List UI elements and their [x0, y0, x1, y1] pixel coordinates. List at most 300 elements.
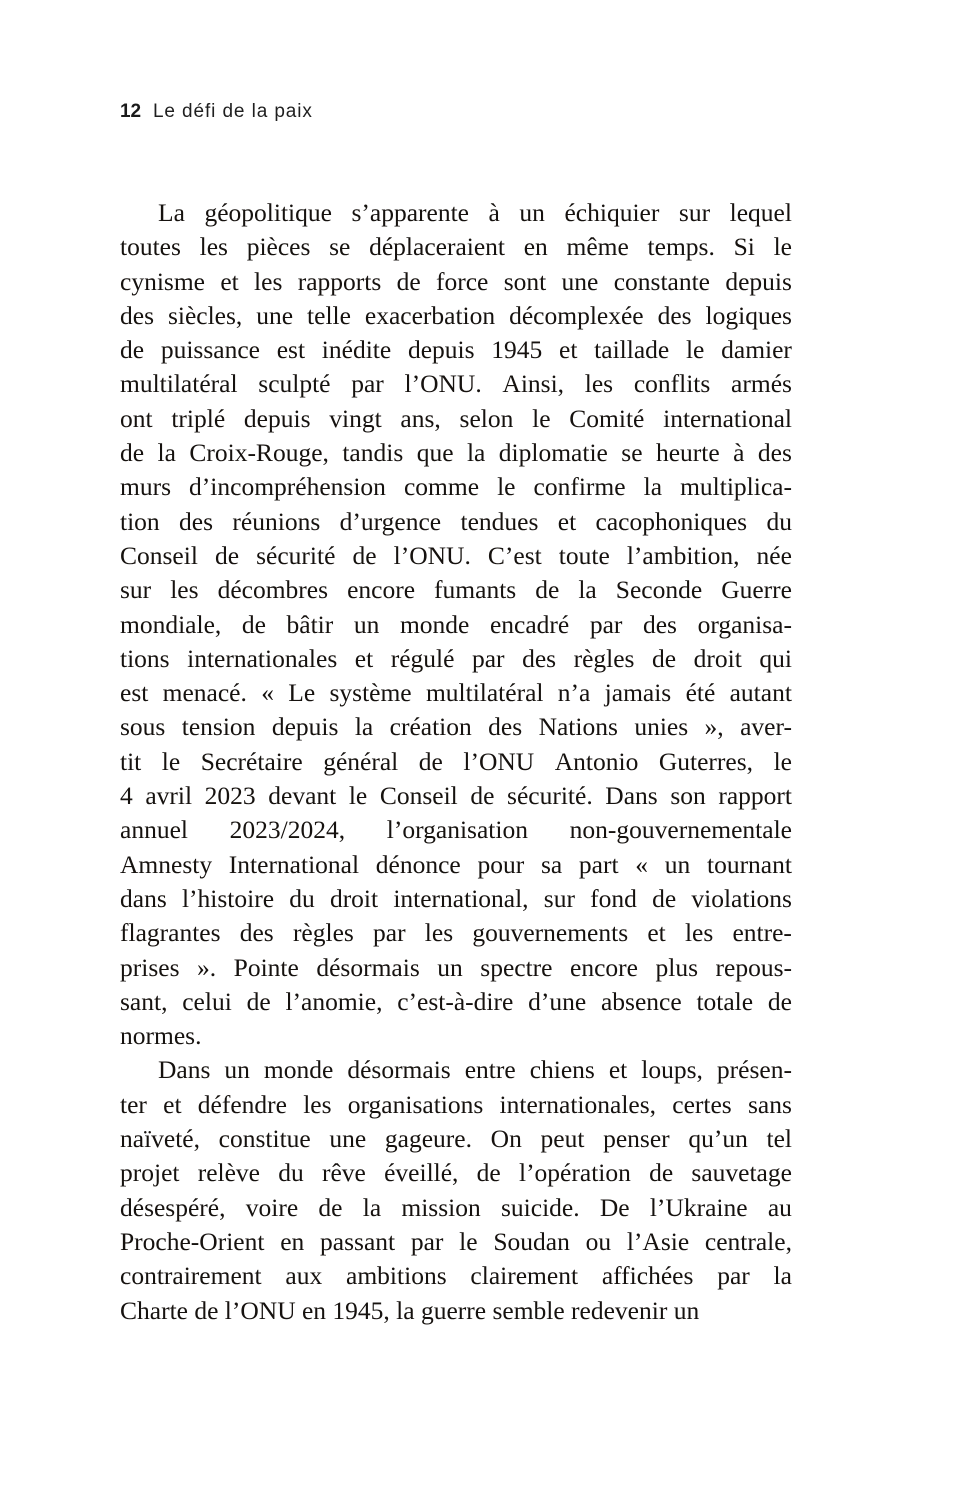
word: de	[418, 746, 443, 776]
word: centrale,	[704, 1226, 792, 1256]
word: désormais	[347, 1055, 451, 1085]
word: bâtir	[286, 609, 334, 639]
word: d’urgence	[339, 506, 442, 536]
text-line	[120, 813, 792, 847]
word: échiquier	[564, 198, 660, 227]
word: se	[621, 438, 643, 468]
text-line	[120, 608, 792, 642]
paragraph-1	[120, 196, 792, 1053]
word: part	[578, 849, 619, 879]
word: organisations	[347, 1089, 484, 1119]
word: et	[354, 643, 374, 673]
word: une	[256, 300, 294, 330]
word: des	[120, 300, 154, 330]
word: multilatéral	[120, 369, 238, 399]
word: conflits	[633, 369, 711, 399]
word: ».	[197, 952, 217, 982]
word: loups,	[641, 1055, 703, 1085]
word: des	[657, 300, 692, 330]
text-line	[120, 1122, 792, 1156]
word: l’histoire	[181, 883, 275, 913]
word: par	[351, 369, 384, 399]
word: «	[261, 678, 274, 708]
word: de	[652, 643, 677, 673]
word: Conseil	[379, 781, 458, 811]
text-line	[120, 1259, 792, 1293]
word: jamais	[604, 678, 672, 708]
word: création	[389, 712, 472, 742]
word: mondiale,	[120, 609, 222, 639]
word: Comité	[569, 403, 645, 433]
word: sur	[543, 883, 575, 913]
word: de	[470, 781, 495, 811]
word: en	[280, 1226, 305, 1256]
word: naïveté,	[120, 1124, 200, 1154]
text-line	[120, 367, 792, 401]
body-text-block	[120, 196, 792, 1328]
word: les	[170, 575, 199, 605]
word: repous-	[715, 952, 792, 982]
word: depuis	[725, 266, 792, 296]
word: l’ONU.	[404, 369, 482, 399]
word: et	[608, 1055, 628, 1085]
word: relève	[197, 1158, 260, 1188]
word: murs	[120, 472, 171, 502]
word: organisa-	[697, 609, 792, 639]
word: des	[179, 506, 214, 536]
word: Nations	[538, 712, 618, 742]
word: les	[303, 1089, 332, 1119]
word: régulé	[390, 643, 455, 673]
word: puissance	[160, 335, 260, 365]
word: de	[767, 986, 792, 1016]
word: à	[488, 198, 500, 227]
word: La	[158, 198, 185, 227]
text-line	[120, 916, 792, 950]
word: telle	[307, 300, 351, 330]
word: qui	[759, 643, 792, 673]
word: la	[643, 472, 663, 502]
word: chiens	[529, 1055, 595, 1085]
word: international,	[393, 883, 529, 913]
word: Le	[288, 678, 316, 708]
text-line	[120, 1225, 792, 1259]
text-line	[120, 951, 792, 985]
word: que	[416, 438, 454, 468]
word: tit	[120, 746, 142, 776]
word: à	[733, 438, 745, 468]
word: logiques	[705, 300, 792, 330]
word: celui	[182, 986, 232, 1016]
word: décomplexée	[509, 300, 644, 330]
word: Antonio	[554, 746, 639, 776]
word: du	[766, 506, 792, 536]
word: depuis	[243, 403, 311, 433]
word: Guterres,	[658, 746, 754, 776]
word: ans,	[400, 403, 441, 433]
word: des	[488, 712, 523, 742]
word: mission	[401, 1192, 481, 1222]
word: sant,	[120, 986, 168, 1016]
word: damier	[721, 335, 792, 365]
word: Si	[733, 232, 755, 262]
text-line: Charte de l’ONU en 1945, la guerre semble redevenir un	[120, 1295, 700, 1325]
word: des	[522, 643, 557, 673]
word: le	[348, 781, 368, 811]
word: 4	[120, 781, 133, 811]
word: sculpté	[258, 369, 331, 399]
word: taillade	[594, 335, 670, 365]
word: tion	[120, 506, 160, 536]
word: par	[589, 609, 623, 639]
word: tel	[766, 1124, 792, 1154]
running-head	[120, 101, 313, 123]
word: une	[329, 1124, 367, 1154]
word: est	[276, 335, 306, 365]
word: règles	[573, 643, 635, 673]
word: les	[199, 232, 228, 262]
word: Amnesty	[120, 849, 213, 879]
word: prises	[120, 952, 180, 982]
word: la	[354, 712, 374, 742]
word: un	[353, 609, 380, 639]
word: de	[652, 883, 677, 913]
word: aver-	[740, 712, 792, 742]
word: gouvernements	[472, 918, 629, 948]
word: tournant	[706, 849, 792, 879]
word: 1945	[491, 335, 543, 365]
word: encore	[570, 952, 638, 982]
word: entre	[464, 1055, 516, 1085]
word: Ainsi,	[502, 369, 565, 399]
word: du	[289, 883, 315, 913]
word: selon	[459, 403, 514, 433]
word: sécurité	[256, 540, 336, 570]
word: droit	[693, 643, 742, 673]
word: défendre	[197, 1089, 287, 1119]
word: le	[497, 472, 516, 502]
word: par	[410, 1226, 444, 1256]
word: qu’un	[688, 1124, 748, 1154]
word: par	[373, 918, 406, 948]
word: ter	[120, 1089, 147, 1119]
word: l’organisation	[386, 815, 528, 845]
word: sauvetage	[691, 1158, 792, 1188]
word: son	[670, 781, 706, 811]
word: Dans	[605, 781, 658, 811]
word: un	[519, 198, 545, 227]
word: de	[246, 986, 271, 1016]
word: un	[664, 849, 691, 879]
word: de	[241, 609, 266, 639]
word: de	[535, 575, 560, 605]
word: Guerre	[721, 575, 792, 605]
word: fond	[590, 883, 637, 913]
word: Proche-Orient	[120, 1226, 265, 1256]
word: siècles,	[167, 300, 243, 330]
word: pièces	[246, 232, 311, 262]
text-line	[120, 848, 792, 882]
text-line	[120, 505, 792, 539]
word: unies	[634, 712, 689, 742]
word: affichées	[601, 1261, 694, 1291]
word: de	[214, 540, 240, 570]
word: multiplica-	[680, 472, 792, 502]
word: constante	[613, 266, 711, 296]
word: le	[161, 746, 181, 776]
word: force	[436, 266, 489, 296]
word: Soudan	[493, 1226, 570, 1256]
text-line	[120, 333, 792, 367]
word: Seconde	[615, 575, 703, 605]
word: en	[523, 232, 548, 262]
word: Secrétaire	[200, 746, 303, 776]
word: de	[120, 335, 145, 365]
word: et	[559, 335, 578, 365]
word: d’incompréhension	[189, 472, 386, 502]
word: depuis	[407, 335, 475, 365]
word: c’est-à-dire	[397, 986, 514, 1016]
word: de	[120, 438, 145, 468]
word: la	[466, 438, 486, 468]
word: les	[584, 369, 614, 399]
word: sont	[503, 266, 547, 296]
word: vingt	[329, 403, 382, 433]
word: dans	[120, 883, 167, 913]
word: inédite	[321, 335, 392, 365]
word: certes	[672, 1089, 732, 1119]
word: diplomatie	[498, 438, 608, 468]
word: été	[685, 678, 716, 708]
word: désespéré,	[120, 1192, 226, 1222]
word: la	[157, 438, 176, 468]
text-line	[120, 745, 792, 779]
word: de	[396, 266, 421, 296]
word: éveillé,	[384, 1158, 459, 1188]
word: armés	[731, 369, 792, 399]
word: et	[163, 1089, 182, 1119]
word: l’opération	[518, 1158, 631, 1188]
word: International	[228, 849, 360, 879]
word: ambitions	[346, 1261, 447, 1291]
page-number: 12	[120, 101, 141, 122]
word: international	[663, 403, 792, 433]
text-line	[120, 1053, 792, 1087]
paragraph-2	[120, 1053, 792, 1327]
word: s’apparente	[351, 198, 469, 227]
word: cacophoniques	[595, 506, 748, 536]
word: un	[437, 952, 463, 982]
word: violations	[691, 883, 792, 913]
text-line	[120, 1088, 792, 1122]
text-line	[120, 402, 792, 436]
word: tions	[120, 643, 170, 673]
word: des	[239, 918, 274, 948]
word: Croix-Rouge,	[189, 438, 329, 468]
word: au	[767, 1192, 792, 1222]
word: toute	[558, 540, 610, 570]
word: passant	[320, 1226, 396, 1256]
word: des	[757, 438, 792, 468]
word: totale	[696, 986, 754, 1016]
word: cynisme	[120, 266, 205, 296]
word: par	[717, 1261, 750, 1291]
word: triplé	[171, 403, 226, 433]
word: une	[561, 266, 599, 296]
word: fumants	[434, 575, 517, 605]
word: voire	[245, 1192, 299, 1222]
word: dénonce	[375, 849, 461, 879]
word: née	[756, 540, 792, 570]
word: internationales,	[499, 1089, 657, 1119]
word: le	[459, 1226, 478, 1256]
word: sur	[120, 575, 152, 605]
word: menacé.	[162, 678, 247, 708]
text-line	[120, 710, 792, 744]
word: sans	[747, 1089, 792, 1119]
word: des	[642, 609, 677, 639]
word: clairement	[470, 1261, 579, 1291]
word: de	[318, 1192, 343, 1222]
word: n’a	[557, 678, 591, 708]
word: un	[224, 1055, 250, 1085]
text-line	[120, 779, 792, 813]
word: par	[471, 643, 505, 673]
word: les	[684, 918, 714, 948]
word: Pointe	[233, 952, 299, 982]
text-line	[120, 573, 792, 607]
word: temps.	[647, 232, 715, 262]
word: sous	[120, 712, 166, 742]
word: projet	[120, 1158, 180, 1188]
word: est	[120, 678, 149, 708]
word: On	[490, 1124, 522, 1154]
text-line	[120, 230, 792, 264]
word: l’Asie	[626, 1226, 690, 1256]
word: le	[773, 746, 792, 776]
running-title: Le défi de la paix	[152, 101, 313, 122]
word: sa	[540, 849, 563, 879]
word: tension	[181, 712, 256, 742]
text-line: normes.	[120, 1021, 202, 1051]
word: rapports	[297, 266, 382, 296]
word: rapport	[718, 781, 792, 811]
word: du	[278, 1158, 304, 1188]
word: encadré	[489, 609, 570, 639]
text-line	[120, 985, 792, 1019]
word: lequel	[729, 198, 792, 227]
word: désormais	[316, 952, 420, 982]
text-line	[120, 299, 792, 333]
word: et	[647, 918, 666, 948]
text-line	[120, 676, 792, 710]
word: C’est	[487, 540, 542, 570]
word: non-gouvernementale	[569, 815, 792, 845]
word: les	[424, 918, 454, 948]
word: penser	[603, 1124, 670, 1154]
word: l’anomie,	[285, 986, 383, 1016]
word: Dans	[158, 1055, 211, 1085]
word: avril	[145, 781, 193, 811]
word: entre-	[732, 918, 792, 948]
word: monde	[263, 1055, 334, 1085]
word: présen-	[716, 1055, 792, 1085]
word: se	[329, 232, 351, 262]
word: constitue	[218, 1124, 311, 1154]
word: spectre	[480, 952, 553, 982]
word: peut	[540, 1124, 585, 1154]
word: 2023	[204, 781, 256, 811]
word: autant	[729, 678, 792, 708]
word: de	[476, 1158, 501, 1188]
word: règles	[292, 918, 354, 948]
word: Conseil	[120, 540, 198, 570]
text-line	[120, 470, 792, 504]
word: absence	[600, 986, 682, 1016]
word: déplaceraient	[369, 232, 505, 262]
word: d’une	[528, 986, 587, 1016]
text-line	[120, 265, 792, 299]
word: système	[329, 678, 412, 708]
word: aux	[285, 1261, 323, 1291]
word: plus	[655, 952, 698, 982]
word: l’ambition,	[626, 540, 740, 570]
word: même	[566, 232, 629, 262]
word: pour	[477, 849, 525, 879]
text-line	[120, 539, 792, 573]
word: ont	[120, 403, 153, 433]
word: de	[649, 1158, 674, 1188]
word: la	[362, 1192, 382, 1222]
word: contrairement	[120, 1261, 262, 1291]
word: géopolitique	[204, 198, 332, 227]
word: décombres	[217, 575, 329, 605]
word: droit	[329, 883, 379, 913]
text-line	[120, 1156, 792, 1190]
word: gageure.	[384, 1124, 472, 1154]
word: tendues	[460, 506, 539, 536]
word: confirme	[533, 472, 626, 502]
word: les	[254, 266, 283, 296]
text-line	[120, 882, 792, 916]
word: tandis	[342, 438, 404, 468]
word: annuel	[120, 815, 188, 845]
word: la	[578, 575, 597, 605]
text-line	[120, 196, 792, 230]
word: et	[220, 266, 239, 296]
word: internationales	[187, 643, 338, 673]
word: de	[352, 540, 377, 570]
word: heurte	[655, 438, 720, 468]
word: exacerbation	[364, 300, 496, 330]
word: la	[773, 1261, 792, 1291]
word: le	[685, 335, 705, 365]
text-line	[120, 1191, 792, 1225]
word: depuis	[271, 712, 339, 742]
word: le	[532, 403, 551, 433]
text-line	[120, 642, 792, 676]
word: général	[323, 746, 399, 776]
word: flagrantes	[120, 918, 221, 948]
word: «	[635, 849, 649, 879]
word: l’Ukraine	[649, 1192, 748, 1222]
word: et	[557, 506, 577, 536]
word: sur	[678, 198, 711, 227]
word: sécurité.	[507, 781, 593, 811]
word: comme	[403, 472, 480, 502]
word: multilatéral	[425, 678, 544, 708]
word: rêve	[321, 1158, 366, 1188]
